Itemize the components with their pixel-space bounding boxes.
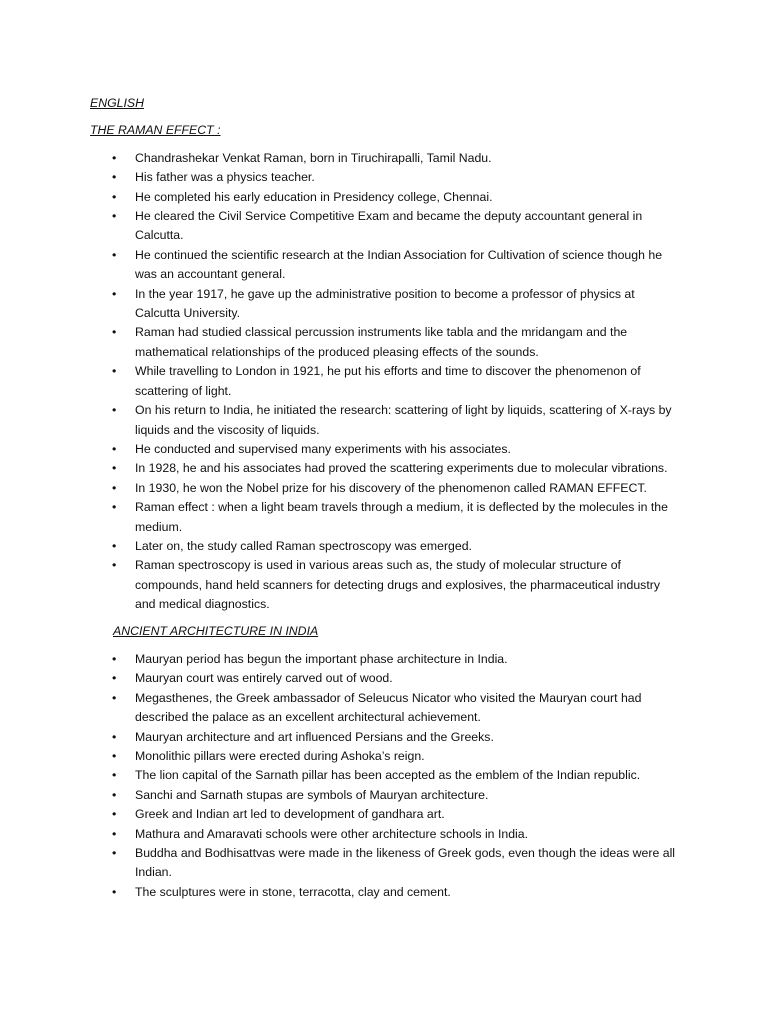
list-item: • The lion capital of the Sarnath pillar has been accepted as the emblem of the Indian republic. (90, 766, 680, 785)
list-item: • Buddha and Bodhisattvas were made in the likeness of Greek gods, even though the ideas were all Indian. (90, 844, 680, 883)
list-item: • Mauryan architecture and art influenced Persians and the Greeks. (90, 728, 680, 747)
ancient-architecture-list (90, 650, 708, 902)
list-item: • On his return to India, he initiated the research: scattering of light by liquids, scattering of X-rays by liquids and the viscosity of liquids. (90, 401, 680, 440)
list-item: • He cleared the Civil Service Competitive Exam and became the deputy accountant general in Calcutta. (90, 207, 680, 246)
list-item: • Monolithic pillars were erected during Ashoka’s reign. (90, 747, 680, 766)
list-item: • Sanchi and Sarnath stupas are symbols of Mauryan architecture. (90, 786, 680, 805)
list-item: • Greek and Indian art led to development of gandhara art. (90, 805, 680, 824)
ancient-architecture-heading: ANCIENT ARCHITECTURE IN INDIA (113, 623, 319, 638)
list-item: • In 1930, he won the Nobel prize for his discovery of the phenomenon called RAMAN EFFECT. (90, 479, 680, 498)
list-item: • Raman spectroscopy is used in various areas such as, the study of molecular structure of compounds, hand held scanners for detecting drugs and explosives, the pharmaceutical industry and medical diagnostics. (90, 556, 680, 614)
list-item: • While travelling to London in 1921, he put his efforts and time to discover the phenomenon of scattering of light. (90, 362, 680, 401)
list-item: • The sculptures were in stone, terracotta, clay and cement. (90, 883, 680, 902)
list-item: • Mauryan court was entirely carved out of wood. (90, 669, 680, 688)
list-item: • He continued the scientific research at the Indian Association for Cultivation of science though he was an accountant general. (90, 246, 680, 285)
list-item: • His father was a physics teacher. (90, 168, 680, 187)
list-item: • Mauryan period has begun the important phase architecture in India. (90, 650, 680, 669)
list-item: • Raman effect : when a light beam travels through a medium, it is deflected by the molecules in the medium. (90, 498, 680, 537)
raman-effect-list (90, 149, 708, 615)
raman-effect-heading: THE RAMAN EFFECT : (90, 123, 221, 138)
list-item: • In 1928, he and his associates had proved the scattering experiments due to molecular vibrations. (90, 459, 680, 478)
list-item: • Raman had studied classical percussion instruments like tabla and the mridangam and the mathematical relationships of the produced pleasing effects of the sounds. (90, 323, 680, 362)
list-item: • He conducted and supervised many experiments with his associates. (90, 440, 680, 459)
list-item: • In the year 1917, he gave up the administrative position to become a professor of physics at Calcutta University. (90, 285, 680, 324)
list-item: • Later on, the study called Raman spectroscopy was emerged. (90, 537, 680, 556)
list-item: • He completed his early education in Presidency college, Chennai. (90, 188, 680, 207)
list-item: • Megasthenes, the Greek ambassador of Seleucus Nicator who visited the Mauryan court had described the palace as an excellent architectural achievement. (90, 689, 680, 728)
subject-heading: ENGLISH (90, 96, 144, 110)
list-item: • Mathura and Amaravati schools were other architecture schools in India. (90, 825, 680, 844)
list-item: • Chandrashekar Venkat Raman, born in Tiruchirapalli, Tamil Nadu. (90, 149, 680, 168)
